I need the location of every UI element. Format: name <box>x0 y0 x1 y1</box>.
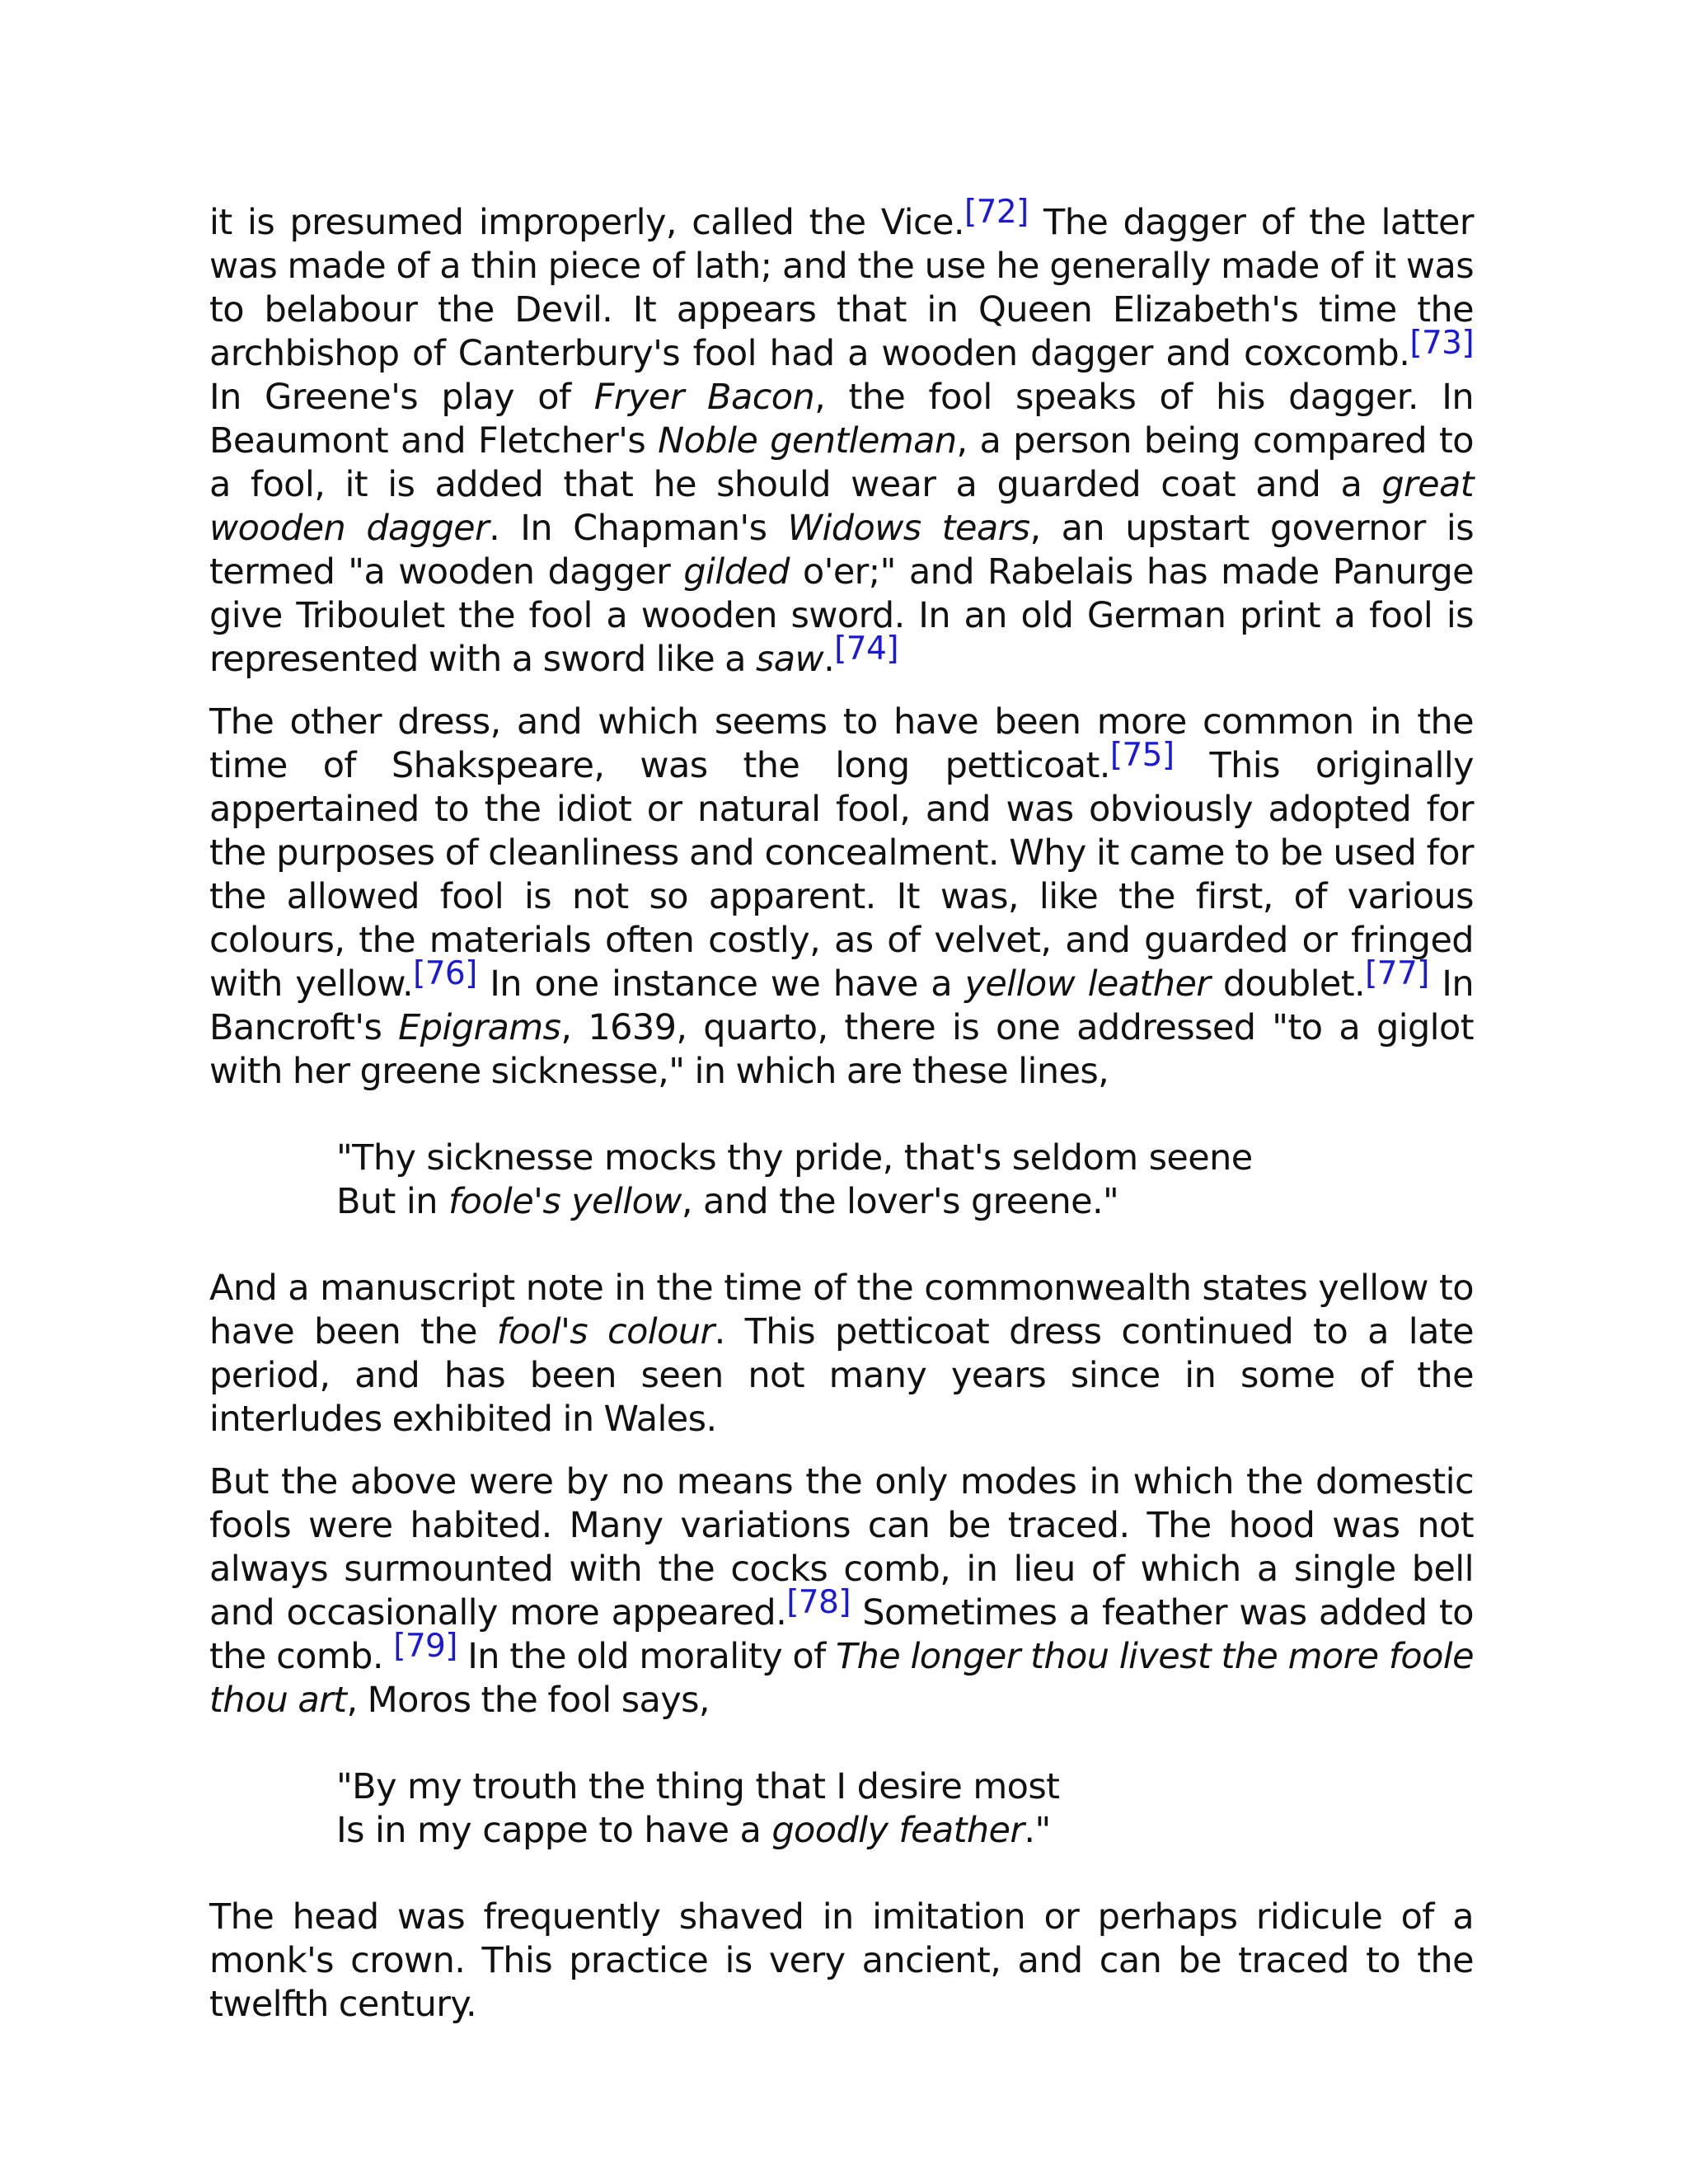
body-text: "By my trouth the thing that I desire most <box>336 1766 1060 1807</box>
body-text: This originally appertained to the idiot or natural fool, and was obviously adopted for the purposes of cleanliness and concealment. Why it came to be used for the allowed fool is not so apparent. It was, like the first, of various colours, the materials often costly, as of velvet, and guarded or fringed with yellow. <box>209 745 1474 1005</box>
italic-text: Fryer Bacon <box>593 377 815 418</box>
italic-text: Noble gentleman <box>658 420 957 462</box>
body-text: doublet. <box>1210 963 1366 1005</box>
body-text: , a person being compared to a fool, it is added that he should wear a guarded coat and a <box>209 420 1474 505</box>
body-text: , the fool speaks of his dagger. In Beaumont and Fletcher's <box>209 377 1474 462</box>
body-text: , an upstart governor is termed "a wooden dagger <box>209 508 1474 593</box>
italic-text: gilded <box>683 551 790 593</box>
body-text: The dagger of the latter was made of a thin piece of lath; and the use he generally made of it was to belabour the Devil. It appears that in Queen Elizabeth's time the archbishop of Canterbury's fool had a wooden dagger and coxcomb. <box>209 202 1474 374</box>
body-text: In the old morality of <box>457 1636 836 1677</box>
body-text: o'er;" and Rabelais has made Panurge give Triboulet the fool a wooden sword. In an old German print a fool is represented with a sword like a <box>209 551 1475 680</box>
italic-text: Epigrams <box>398 1007 561 1048</box>
italic-text: foole's yellow <box>448 1181 682 1222</box>
italic-text: yellow leather <box>964 963 1211 1005</box>
footnote-link[interactable]: [76] <box>413 955 477 992</box>
paragraph <box>209 701 1474 1094</box>
body-text: ." <box>1024 1810 1051 1851</box>
italic-text: Widows tears <box>787 508 1030 549</box>
italic-text: The longer thou livest the more foole thou art <box>209 1636 1474 1721</box>
body-text: . This petticoat dress continued to a late period, and has been seen not many years since in some of the interludes exhibited in Wales. <box>209 1311 1475 1440</box>
body-text: But the above were by no means the only modes in which the domestic fools were habited. Many variations can be traced. The hood was not always surmounted with the cocks comb, in lieu of which a single bell and occasionally more appeared. <box>209 1461 1474 1633</box>
verse-line <box>336 1137 1474 1180</box>
body-text: . In Chapman's <box>489 508 788 549</box>
footnote-link[interactable]: [78] <box>786 1584 851 1621</box>
body-text: , Moros the fool says, <box>346 1680 710 1721</box>
body-text: In Bancroft's <box>209 963 1474 1048</box>
verse-line <box>336 1809 1474 1853</box>
body-text: In Greene's play of <box>209 377 594 418</box>
verse-quote <box>336 1765 1474 1853</box>
body-text: The other dress, and which seems to have been more common in the time of Shakspeare, was the long petticoat. <box>209 701 1474 786</box>
body-text: In one instance we have a <box>476 963 965 1005</box>
body-text: , 1639, quarto, there is one addressed "to a giglot with her greene sicknesse," in which are these lines, <box>209 1007 1474 1092</box>
body-text: Sometimes a feather was added to the comb. <box>209 1592 1474 1677</box>
body-text: The head was frequently shaved in imitation or perhaps ridicule of a monk's crown. This practice is very ancient, and can be traced to the twelfth century. <box>209 1896 1474 2025</box>
footnote-link[interactable]: [77] <box>1365 955 1429 992</box>
body-text: it is presumed improperly, called the Vice. <box>209 202 964 243</box>
italic-text: great wooden dagger <box>209 464 1474 549</box>
body-text: "Thy sicknesse mocks thy pride, that's seldom seene <box>336 1137 1253 1179</box>
verse-line <box>336 1180 1474 1224</box>
paragraph <box>209 1267 1474 1441</box>
paragraph <box>209 1896 1474 2027</box>
footnote-link[interactable]: [75] <box>1109 737 1175 774</box>
italic-text: fool's colour <box>496 1311 715 1352</box>
footnote-link[interactable]: [79] <box>393 1628 457 1665</box>
paragraph <box>209 1460 1474 1722</box>
body-text: Is in my cappe to have a <box>336 1810 772 1851</box>
italic-text: goodly feather <box>771 1810 1025 1851</box>
body-text: But in <box>336 1181 448 1222</box>
footnote-link[interactable]: [73] <box>1409 325 1474 362</box>
footnote-link[interactable]: [74] <box>834 630 898 668</box>
paragraph <box>209 194 1475 682</box>
italic-text: saw <box>755 639 824 680</box>
verse-line <box>336 1765 1474 1809</box>
verse-quote <box>336 1137 1474 1224</box>
body-text: . <box>823 639 835 680</box>
body-text: And a manuscript note in the time of the commonwealth states yellow to have been the <box>209 1268 1474 1352</box>
body-text: , and the lover's greene." <box>681 1181 1119 1222</box>
document-page <box>209 194 1475 2046</box>
footnote-link[interactable]: [72] <box>964 194 1029 231</box>
